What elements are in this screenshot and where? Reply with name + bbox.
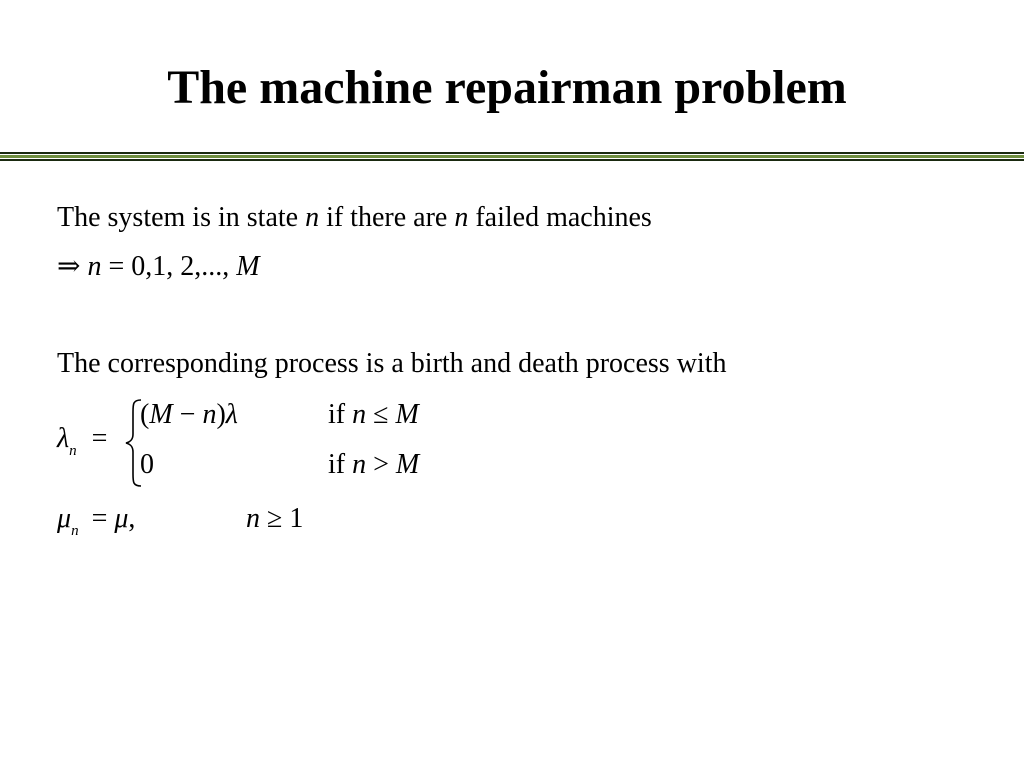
variable-M: M [395,399,419,430]
variable-n: n [305,202,320,233]
variable-n: n [352,449,367,480]
lambda-case-1-condition [328,398,419,432]
title-divider [0,152,1024,162]
if-word: if [328,399,346,430]
equals-sign: = [91,423,108,454]
divider-line-green [0,155,1024,158]
leq-sign: ≤ [373,399,389,430]
divider-line-dark-top [0,152,1024,154]
close-paren: ) [216,399,226,430]
lambda-symbol: λ [225,399,238,430]
minus-sign: − [172,399,203,430]
variable-M: M [395,449,420,480]
gt-sign: > [373,449,389,480]
text-segment: failed machines [475,202,652,233]
variable-n: n [202,399,217,430]
condition-value: 1 [289,503,304,534]
text-segment: The system is in state [57,202,299,233]
variable-n: n [246,503,260,534]
divider-line-dark-bottom [0,159,1024,161]
state-values: 0,1, 2,..., [131,251,237,282]
state-definition-line [57,201,652,235]
state-range-line [57,250,260,284]
lambda-case-2-expression: 0 [140,449,154,480]
variable-n: n [454,202,469,233]
mu-symbol: μ [57,503,72,534]
lambda-symbol: λ [57,423,70,454]
slide-title: The machine repairman problem [167,61,847,114]
implies-symbol: ⇒ [57,251,81,282]
lambda-lhs [57,422,107,460]
open-paren: ( [140,399,150,430]
variable-M: M [149,399,173,430]
mu-symbol: μ [114,503,129,534]
lambda-case-1-expression [140,398,238,432]
equals-sign: = [108,251,125,282]
mu-lhs [57,502,135,540]
lambda-subscript: n [69,443,77,459]
comma: , [128,503,136,534]
geq-sign: ≥ [267,503,283,534]
variable-n: n [87,251,102,282]
variable-M: M [236,251,260,282]
process-description-line: The corresponding process is a birth and death process with [57,348,727,379]
text-segment: if there are [326,202,448,233]
lambda-case-2-condition [328,448,419,482]
variable-n: n [352,399,367,430]
mu-condition [246,502,303,536]
equals-sign: = [91,503,108,534]
if-word: if [328,449,346,480]
mu-subscript: n [71,523,79,539]
